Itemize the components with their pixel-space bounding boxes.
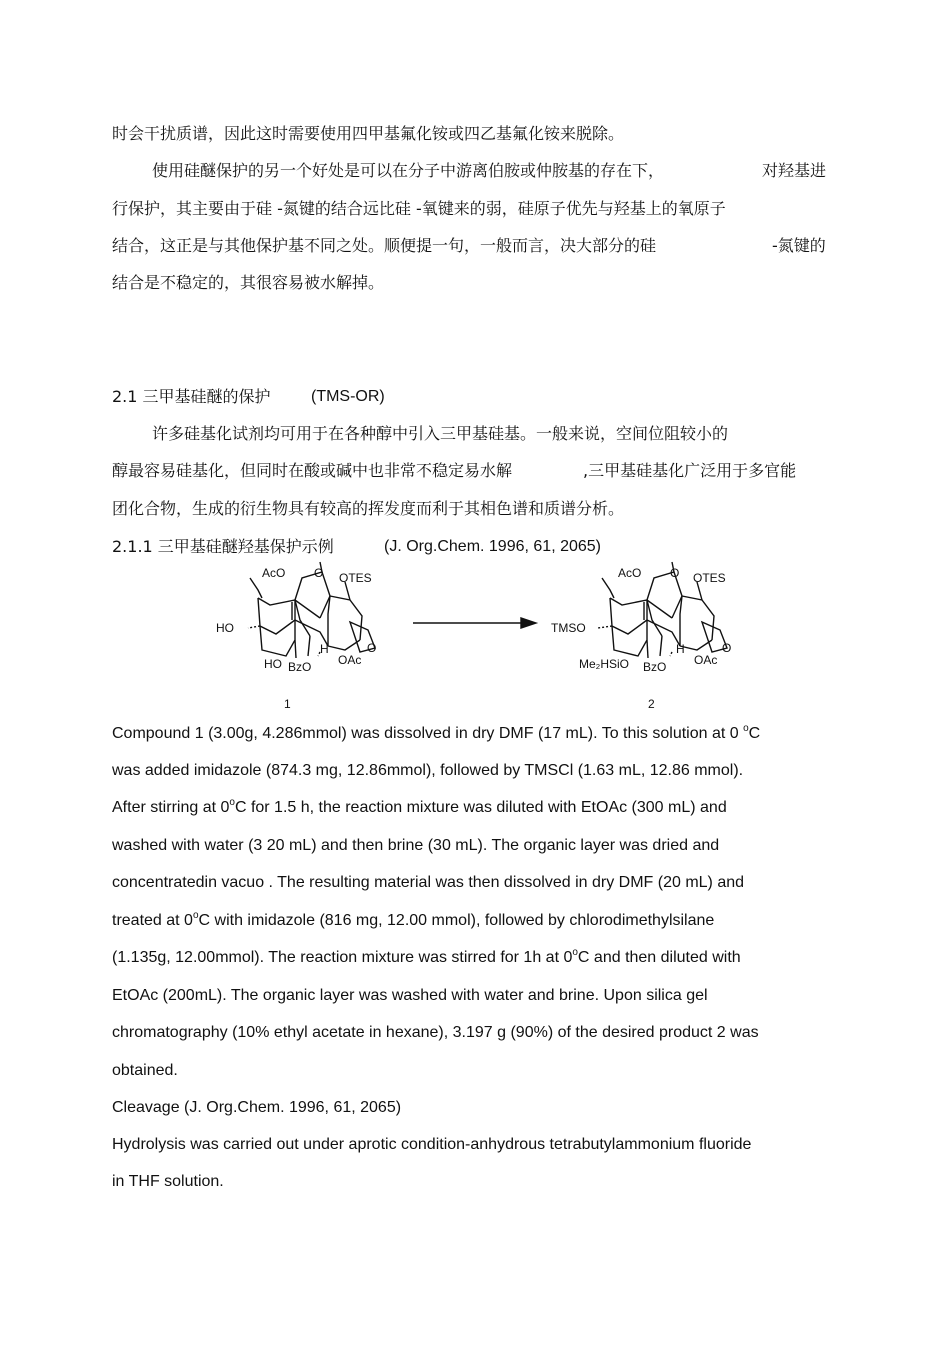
c2-tmso-label: TMSO — [551, 621, 586, 635]
intro-line-1: 时会干扰质谱，因此这时需要使用四甲基氟化铵或四乙基氟化铵来脱除。 — [112, 124, 625, 143]
c1-h-label: H — [320, 642, 329, 656]
procedure-line-7-text: (1.135g, 12.00mmol). The reaction mixture was stirred for 1h at 0 — [112, 949, 573, 966]
compound-2-number: 2 — [648, 697, 655, 711]
section-line-2-end: ,三甲基硅基化广泛用于多官能 — [583, 461, 797, 480]
procedure-line-6-text: treated at 0 — [112, 912, 193, 929]
procedure-line-7 — [112, 948, 741, 968]
procedure-line-9: chromatography (10% ethyl acetate in hexane), 3.197 g (90%) of the desired product 2 was — [112, 1024, 759, 1041]
reaction-scheme — [200, 560, 760, 715]
c2-otes-label: OTES — [693, 571, 726, 585]
c1-oac-label: OAc — [338, 653, 362, 667]
intro-line-2: 使用硅醚保护的另一个好处是可以在分子中游离伯胺或仲胺基的存在下， — [152, 161, 665, 180]
cleavage-heading: Cleavage (J. Org.Chem. 1996, 61, 2065) — [112, 1099, 402, 1116]
degree-sign: o — [229, 797, 235, 808]
c1-ho2-label: HO — [264, 657, 282, 671]
c1-oxetane-o-label: O — [367, 641, 377, 655]
section-heading: 2.1 三甲基硅醚的保护 — [112, 387, 271, 406]
compound-2-labels — [551, 566, 731, 711]
section-line-2: 醇最容易硅基化，但同时在酸或碱中也非常不稳定易水解 — [112, 461, 513, 480]
degree-sign: o — [743, 723, 749, 734]
degree-sign: o — [192, 910, 199, 921]
example-reference: (J. Org.Chem. 1996, 61, 2065) — [384, 538, 601, 555]
degree-sign: o — [572, 947, 578, 958]
compound-1-labels — [216, 566, 376, 711]
section-line-3: 团化合物，生成的衍生物具有较高的挥发度而利于其相色谱和质谱分析。 — [112, 499, 625, 518]
procedure-line-4: washed with water (3 20 mL) and then brine (30 mL). The organic layer was dried and — [112, 837, 720, 854]
c2-me2hsio-label: Me₂HSiO — [579, 657, 629, 671]
c1-ho-label: HO — [216, 621, 234, 635]
procedure-line-1-text: Compound 1 (3.00g, 4.286mmol) was dissolved in dry DMF (17 mL). To this solution at 0 — [112, 725, 744, 742]
reaction-arrow — [413, 618, 536, 628]
c2-bzo-label: BzO — [643, 660, 667, 674]
procedure-line-1 — [112, 724, 760, 744]
c1-ketone-o-label: O — [314, 566, 324, 580]
c1-otes-label: OTES — [339, 571, 372, 585]
procedure-line-3 — [112, 798, 727, 818]
example-heading: 2.1.1 三甲基硅醚羟基保护示例 — [112, 537, 334, 556]
intro-line-3: 行保护，其主要由于硅 -氮键的结合远比硅 -氧键来的弱，硅原子优先与羟基上的氧原子 — [112, 199, 726, 218]
section-heading-abbr: (TMS-OR) — [311, 388, 385, 405]
procedure-line-10: obtained. — [112, 1062, 178, 1079]
procedure-line-6-rest: C with imidazole (816 mg, 12.00 mmol), followed by chlorodimethylsilane — [198, 912, 715, 929]
procedure-line-3-rest: C for 1.5 h, the reaction mixture was diluted with EtOAc (300 mL) and — [234, 799, 727, 816]
cleavage-line-2: in THF solution. — [112, 1173, 224, 1190]
intro-line-4: 结合，这正是与其他保护基不同之处。顺便提一句，一般而言，决大部分的硅 — [112, 236, 657, 255]
c2-h-label: H — [676, 642, 685, 656]
c2-oac-label: OAc — [694, 653, 718, 667]
intro-line-2-end: 对羟基进 — [762, 161, 827, 180]
c1-bzo-label: BzO — [288, 660, 312, 674]
c2-aco-label: AcO — [618, 566, 642, 580]
cleavage-line-1: Hydrolysis was carried out under aprotic condition-anhydrous tetrabutylammonium fluoride — [112, 1136, 752, 1153]
procedure-line-5: concentratedin vacuo . The resulting material was then dissolved in dry DMF (20 mL) and — [112, 874, 745, 891]
intro-line-4-end: -氮键的 — [772, 236, 826, 255]
procedure-line-6 — [112, 911, 714, 931]
compound-1-number: 1 — [284, 697, 291, 711]
intro-line-5: 结合是不稳定的，其很容易被水解掉。 — [112, 273, 385, 292]
procedure-line-7-rest: C and then diluted with — [577, 949, 741, 966]
procedure-line-8: EtOAc (200mL). The organic layer was washed with water and brine. Upon silica gel — [112, 987, 708, 1004]
procedure-line-1-unit: C — [748, 725, 761, 742]
c2-ketone-o-label: O — [670, 566, 680, 580]
procedure-line-3-text: After stirring at 0 — [112, 799, 230, 816]
procedure-line-2: was added imidazole (874.3 mg, 12.86mmol), followed by TMSCl (1.63 mL, 12.86 mmol). — [112, 762, 744, 779]
c2-oxetane-o-label: O — [722, 641, 732, 655]
c1-aco-label: AcO — [262, 566, 286, 580]
section-line-1: 许多硅基化试剂均可用于在各种醇中引入三甲基硅基。一般来说，空间位阻较小的 — [152, 424, 729, 443]
